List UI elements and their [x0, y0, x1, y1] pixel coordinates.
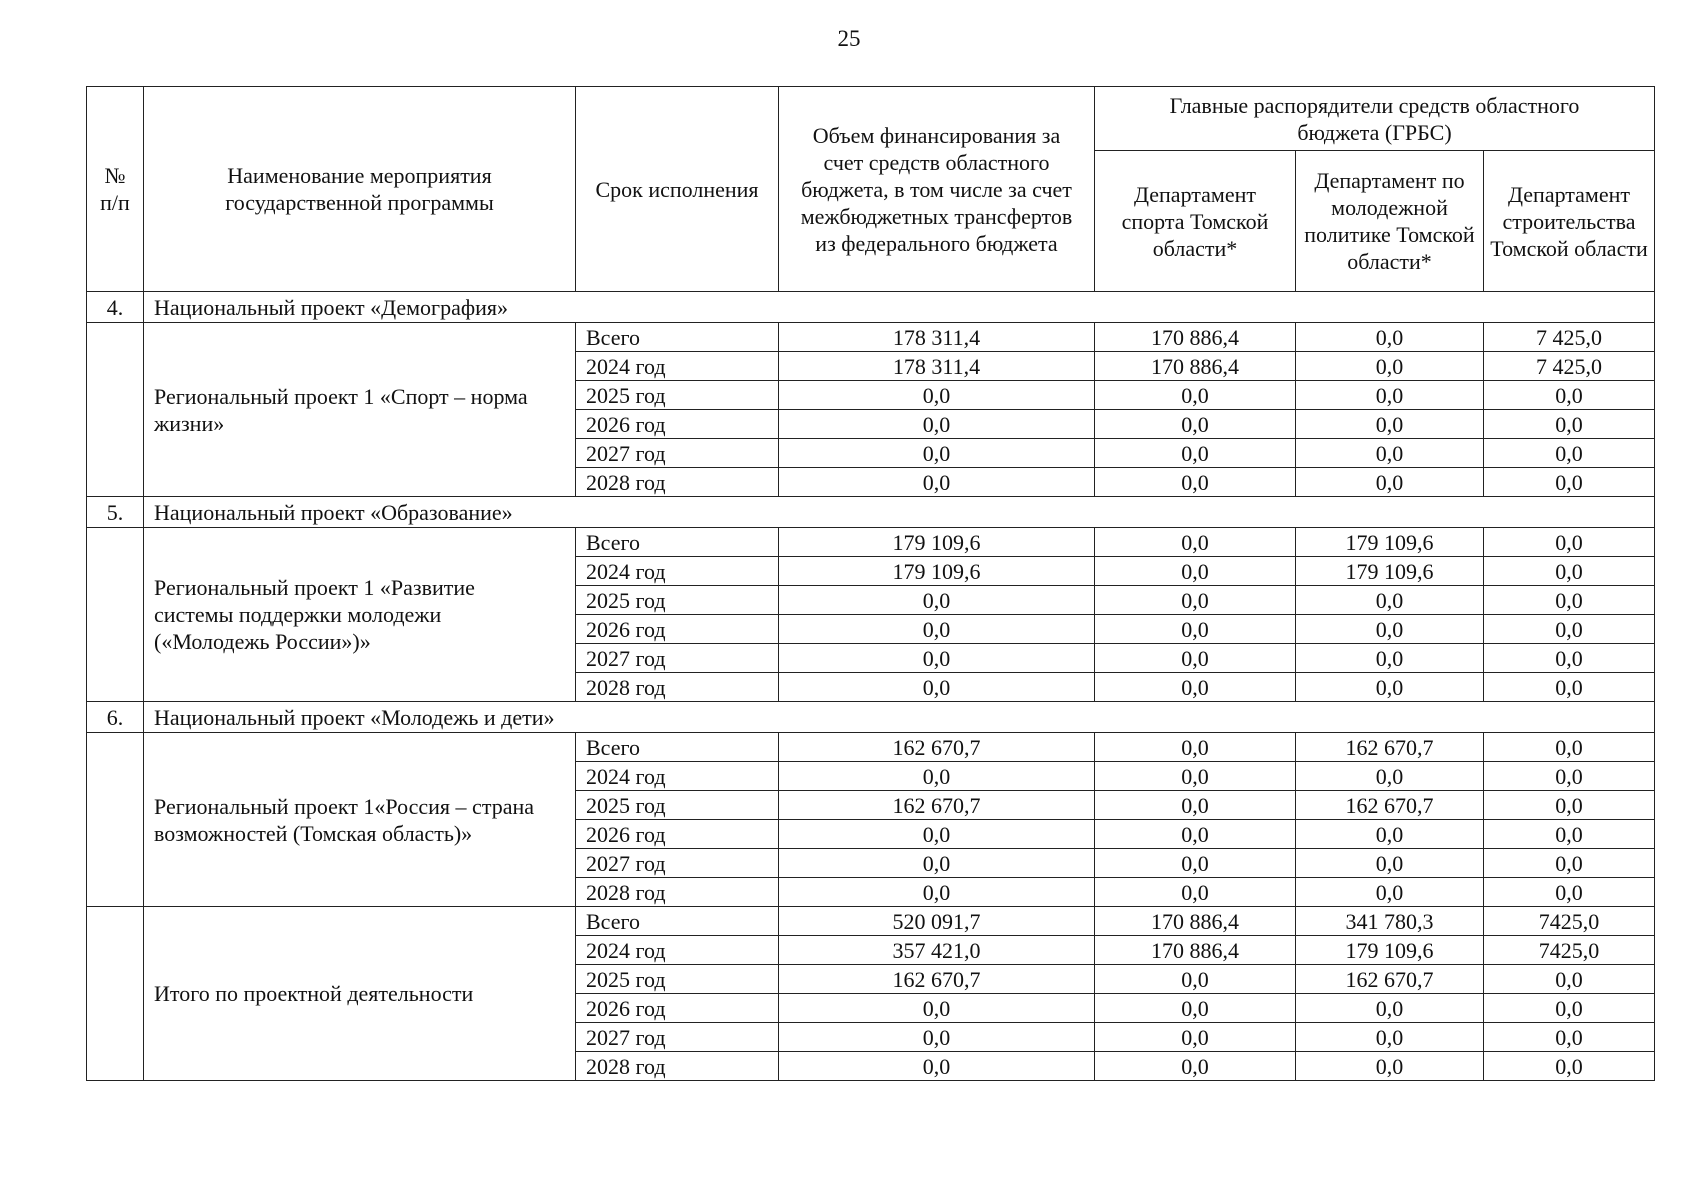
term-cell: Всего: [576, 907, 779, 936]
term-cell: 2027 год: [576, 439, 779, 468]
volume-cell: 357 421,0: [779, 936, 1095, 965]
volume-cell: 0,0: [779, 381, 1095, 410]
volume-cell: 0,0: [779, 1052, 1095, 1081]
regional-project-name: Региональный проект 1«Россия – страна возможностей (Томская область)»: [144, 733, 576, 907]
build-dept-cell: 0,0: [1484, 557, 1655, 586]
build-dept-cell: 0,0: [1484, 410, 1655, 439]
build-dept-cell: 0,0: [1484, 791, 1655, 820]
sport-dept-cell: 0,0: [1095, 965, 1296, 994]
build-dept-cell: 7 425,0: [1484, 323, 1655, 352]
youth-dept-cell: 0,0: [1296, 615, 1484, 644]
build-dept-cell: 0,0: [1484, 673, 1655, 702]
build-dept-cell: 0,0: [1484, 878, 1655, 907]
volume-cell: 0,0: [779, 820, 1095, 849]
youth-dept-cell: 341 780,3: [1296, 907, 1484, 936]
sport-dept-cell: 0,0: [1095, 762, 1296, 791]
build-dept-cell: 0,0: [1484, 733, 1655, 762]
term-cell: 2026 год: [576, 615, 779, 644]
term-cell: 2025 год: [576, 586, 779, 615]
volume-cell: 0,0: [779, 1023, 1095, 1052]
empty-num-cell: [87, 907, 144, 1081]
header-name: Наименование мероприятия государственной программы: [144, 87, 576, 292]
sport-dept-cell: 0,0: [1095, 733, 1296, 762]
volume-cell: 0,0: [779, 468, 1095, 497]
section-title: Национальный проект «Образование»: [144, 497, 1655, 528]
sport-dept-cell: 0,0: [1095, 1023, 1296, 1052]
term-cell: 2026 год: [576, 820, 779, 849]
volume-cell: 162 670,7: [779, 733, 1095, 762]
table-row: [87, 528, 1655, 557]
build-dept-cell: 0,0: [1484, 849, 1655, 878]
term-cell: 2026 год: [576, 994, 779, 1023]
youth-dept-cell: 179 109,6: [1296, 557, 1484, 586]
term-cell: 2024 год: [576, 557, 779, 586]
table-row: [87, 907, 1655, 936]
term-cell: 2025 год: [576, 381, 779, 410]
term-cell: 2024 год: [576, 352, 779, 381]
header-num: № п/п: [87, 87, 144, 292]
term-cell: 2028 год: [576, 878, 779, 907]
build-dept-cell: 0,0: [1484, 1052, 1655, 1081]
sport-dept-cell: 0,0: [1095, 820, 1296, 849]
volume-cell: 0,0: [779, 410, 1095, 439]
term-cell: Всего: [576, 528, 779, 557]
volume-cell: 0,0: [779, 673, 1095, 702]
sport-dept-cell: 0,0: [1095, 673, 1296, 702]
sport-dept-cell: 170 886,4: [1095, 936, 1296, 965]
build-dept-cell: 7425,0: [1484, 907, 1655, 936]
term-cell: 2026 год: [576, 410, 779, 439]
youth-dept-cell: 0,0: [1296, 820, 1484, 849]
youth-dept-cell: 162 670,7: [1296, 733, 1484, 762]
section-title: Национальный проект «Молодежь и дети»: [144, 702, 1655, 733]
term-cell: 2027 год: [576, 849, 779, 878]
sport-dept-cell: 0,0: [1095, 381, 1296, 410]
youth-dept-cell: 0,0: [1296, 468, 1484, 497]
youth-dept-cell: 0,0: [1296, 849, 1484, 878]
section-number: 4.: [87, 292, 144, 323]
section-row: [87, 292, 1655, 323]
sport-dept-cell: 0,0: [1095, 994, 1296, 1023]
section-row: [87, 497, 1655, 528]
term-cell: 2025 год: [576, 791, 779, 820]
sport-dept-cell: 0,0: [1095, 468, 1296, 497]
youth-dept-cell: 179 109,6: [1296, 936, 1484, 965]
sport-dept-cell: 0,0: [1095, 644, 1296, 673]
section-number: 6.: [87, 702, 144, 733]
empty-num-cell: [87, 323, 144, 497]
sport-dept-cell: 0,0: [1095, 557, 1296, 586]
volume-cell: 178 311,4: [779, 352, 1095, 381]
youth-dept-cell: 179 109,6: [1296, 528, 1484, 557]
youth-dept-cell: 162 670,7: [1296, 791, 1484, 820]
volume-cell: 520 091,7: [779, 907, 1095, 936]
youth-dept-cell: 0,0: [1296, 994, 1484, 1023]
sport-dept-cell: 0,0: [1095, 586, 1296, 615]
youth-dept-cell: 0,0: [1296, 1023, 1484, 1052]
financing-table: [86, 86, 1655, 1081]
youth-dept-cell: 0,0: [1296, 1052, 1484, 1081]
header-dept-build: Департамент строительства Томской области: [1484, 151, 1655, 292]
term-cell: Всего: [576, 733, 779, 762]
sport-dept-cell: 0,0: [1095, 615, 1296, 644]
term-cell: Всего: [576, 323, 779, 352]
table-row: [87, 733, 1655, 762]
build-dept-cell: 0,0: [1484, 762, 1655, 791]
build-dept-cell: 0,0: [1484, 439, 1655, 468]
term-cell: 2027 год: [576, 1023, 779, 1052]
youth-dept-cell: 0,0: [1296, 586, 1484, 615]
table-row: [87, 323, 1655, 352]
term-cell: 2024 год: [576, 762, 779, 791]
term-cell: 2028 год: [576, 468, 779, 497]
build-dept-cell: 0,0: [1484, 381, 1655, 410]
sport-dept-cell: 0,0: [1095, 849, 1296, 878]
build-dept-cell: 7425,0: [1484, 936, 1655, 965]
build-dept-cell: 0,0: [1484, 615, 1655, 644]
volume-cell: 0,0: [779, 878, 1095, 907]
youth-dept-cell: 0,0: [1296, 439, 1484, 468]
build-dept-cell: 0,0: [1484, 1023, 1655, 1052]
header-dept-sport: Департамент спорта Томской области*: [1095, 151, 1296, 292]
empty-num-cell: [87, 733, 144, 907]
volume-cell: 0,0: [779, 615, 1095, 644]
header-grbs: Главные распорядители средств областного бюджета (ГРБС): [1095, 87, 1655, 151]
volume-cell: 0,0: [779, 849, 1095, 878]
sport-dept-cell: 0,0: [1095, 439, 1296, 468]
build-dept-cell: 0,0: [1484, 586, 1655, 615]
volume-cell: 0,0: [779, 994, 1095, 1023]
build-dept-cell: 0,0: [1484, 468, 1655, 497]
term-cell: 2025 год: [576, 965, 779, 994]
term-cell: 2028 год: [576, 673, 779, 702]
volume-cell: 0,0: [779, 586, 1095, 615]
youth-dept-cell: 0,0: [1296, 762, 1484, 791]
youth-dept-cell: 0,0: [1296, 381, 1484, 410]
build-dept-cell: 0,0: [1484, 994, 1655, 1023]
youth-dept-cell: 0,0: [1296, 878, 1484, 907]
total-label: Итого по проектной деятельности: [144, 907, 576, 1081]
header-term: Срок исполнения: [576, 87, 779, 292]
section-number: 5.: [87, 497, 144, 528]
build-dept-cell: 7 425,0: [1484, 352, 1655, 381]
volume-cell: 0,0: [779, 762, 1095, 791]
volume-cell: 162 670,7: [779, 791, 1095, 820]
section-row: [87, 702, 1655, 733]
volume-cell: 0,0: [779, 439, 1095, 468]
sport-dept-cell: 0,0: [1095, 528, 1296, 557]
header-volume: Объем финансирования за счет средств областного бюджета, в том числе за счет межбюджетных трансфертов из федерального бюджета: [779, 87, 1095, 292]
sport-dept-cell: 0,0: [1095, 410, 1296, 439]
term-cell: 2024 год: [576, 936, 779, 965]
build-dept-cell: 0,0: [1484, 528, 1655, 557]
empty-num-cell: [87, 528, 144, 702]
sport-dept-cell: 170 886,4: [1095, 907, 1296, 936]
volume-cell: 179 109,6: [779, 557, 1095, 586]
build-dept-cell: 0,0: [1484, 820, 1655, 849]
volume-cell: 162 670,7: [779, 965, 1095, 994]
regional-project-name: Региональный проект 1 «Развитие системы поддержки молодежи («Молодежь России»)»: [144, 528, 576, 702]
term-cell: 2027 год: [576, 644, 779, 673]
build-dept-cell: 0,0: [1484, 644, 1655, 673]
youth-dept-cell: 0,0: [1296, 644, 1484, 673]
volume-cell: 0,0: [779, 644, 1095, 673]
regional-project-name: Региональный проект 1 «Спорт – норма жизни»: [144, 323, 576, 497]
sport-dept-cell: 170 886,4: [1095, 323, 1296, 352]
sport-dept-cell: 0,0: [1095, 878, 1296, 907]
youth-dept-cell: 0,0: [1296, 410, 1484, 439]
term-cell: 2028 год: [576, 1052, 779, 1081]
page-number: 25: [837, 26, 861, 51]
header-dept-youth: Департамент по молодежной политике Томской области*: [1296, 151, 1484, 292]
youth-dept-cell: 0,0: [1296, 673, 1484, 702]
youth-dept-cell: 0,0: [1296, 323, 1484, 352]
volume-cell: 179 109,6: [779, 528, 1095, 557]
youth-dept-cell: 162 670,7: [1296, 965, 1484, 994]
sport-dept-cell: 170 886,4: [1095, 352, 1296, 381]
youth-dept-cell: 0,0: [1296, 352, 1484, 381]
section-title: Национальный проект «Демография»: [144, 292, 1655, 323]
sport-dept-cell: 0,0: [1095, 791, 1296, 820]
volume-cell: 178 311,4: [779, 323, 1095, 352]
build-dept-cell: 0,0: [1484, 965, 1655, 994]
sport-dept-cell: 0,0: [1095, 1052, 1296, 1081]
